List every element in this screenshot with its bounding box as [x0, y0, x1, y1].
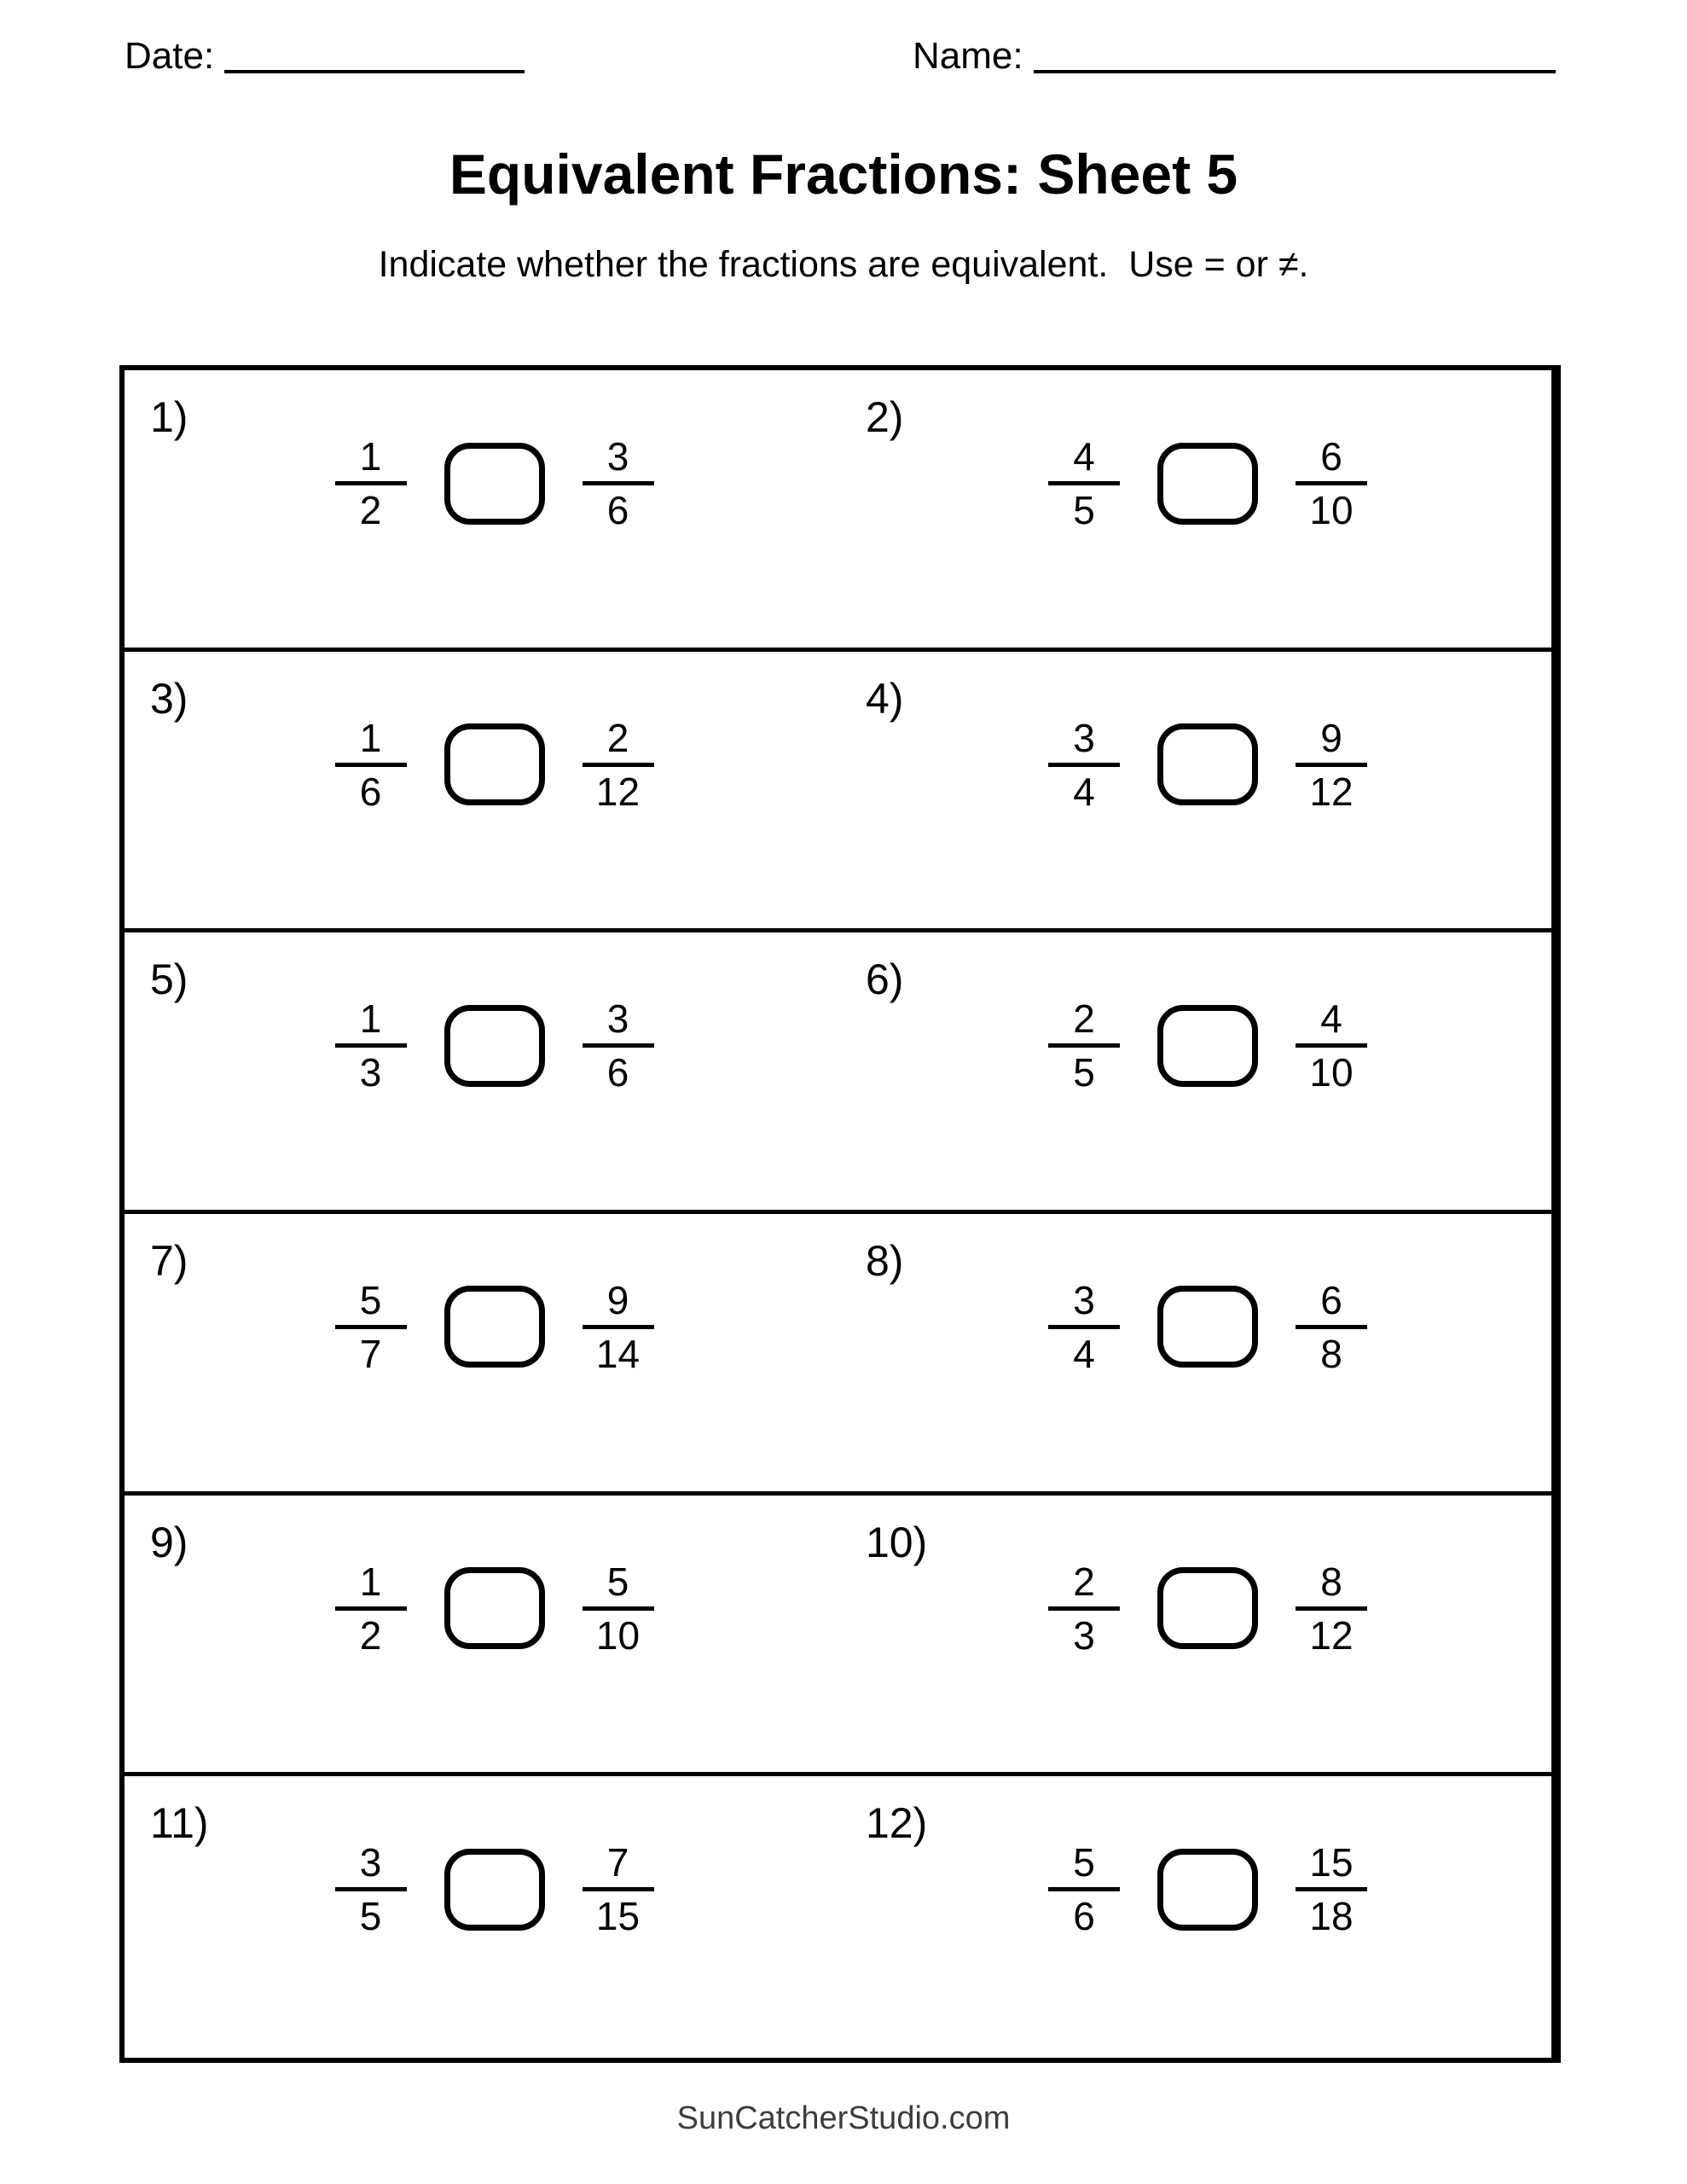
- answer-box[interactable]: [444, 1567, 545, 1649]
- left-numerator: 4: [1073, 434, 1095, 479]
- right-denominator: 6: [606, 488, 629, 532]
- problem-number: 6): [866, 956, 904, 1004]
- problem-expression: [852, 1277, 1563, 1376]
- right-denominator: 18: [1309, 1894, 1354, 1939]
- right-fraction: [1296, 996, 1367, 1095]
- right-denominator: 12: [595, 769, 641, 814]
- name-input-line[interactable]: [1034, 70, 1556, 73]
- right-numerator: 6: [1320, 1277, 1342, 1322]
- left-numerator: 1: [359, 434, 382, 479]
- right-fraction-bar: [1296, 1606, 1367, 1611]
- right-numerator: 7: [606, 1840, 629, 1885]
- right-fraction: [1296, 1840, 1367, 1939]
- problem-expression: [852, 715, 1563, 814]
- right-denominator: 6: [606, 1050, 629, 1095]
- left-fraction-bar: [1048, 1887, 1120, 1891]
- right-numerator: 3: [606, 434, 629, 479]
- right-numerator: 3: [606, 996, 629, 1042]
- right-numerator: 9: [606, 1277, 629, 1322]
- left-denominator: 5: [1073, 1050, 1095, 1095]
- problem-cell: [125, 1496, 840, 1777]
- right-fraction: [583, 1559, 654, 1658]
- right-fraction: [1296, 1277, 1367, 1376]
- right-fraction-bar: [1296, 763, 1367, 767]
- right-numerator: 9: [1320, 715, 1342, 760]
- left-fraction: [335, 434, 407, 532]
- left-numerator: 2: [1073, 996, 1095, 1042]
- left-denominator: 5: [359, 1894, 382, 1939]
- problem-expression: [136, 1840, 852, 1939]
- left-fraction: [1048, 434, 1120, 532]
- problem-number: 7): [150, 1236, 188, 1285]
- left-denominator: 3: [1073, 1612, 1095, 1658]
- answer-box[interactable]: [444, 443, 545, 525]
- right-fraction-bar: [1296, 481, 1367, 485]
- problem-number: 5): [150, 956, 188, 1004]
- right-fraction-bar: [583, 1325, 654, 1329]
- left-fraction: [335, 1277, 407, 1376]
- left-denominator: 4: [1073, 769, 1095, 814]
- page-title: Equivalent Fractions: Sheet 5: [449, 142, 1238, 206]
- left-fraction-bar: [335, 1606, 407, 1611]
- problem-number: 8): [866, 1236, 904, 1285]
- left-numerator: 1: [359, 996, 382, 1042]
- right-numerator: 5: [606, 1559, 629, 1604]
- problem-cell: [840, 1214, 1556, 1496]
- left-fraction-bar: [335, 1887, 407, 1891]
- left-fraction-bar: [1048, 763, 1120, 767]
- problem-number: 11): [150, 1799, 209, 1848]
- left-fraction-bar: [335, 763, 407, 767]
- answer-box[interactable]: [1157, 1567, 1258, 1649]
- problem-number: 4): [866, 674, 904, 723]
- answer-box[interactable]: [444, 723, 545, 805]
- problem-number: 1): [150, 393, 188, 441]
- left-denominator: 6: [1073, 1894, 1095, 1939]
- left-fraction: [335, 996, 407, 1095]
- left-numerator: 3: [1073, 715, 1095, 760]
- left-denominator: 7: [359, 1331, 382, 1376]
- answer-box[interactable]: [444, 1849, 545, 1931]
- right-fraction-bar: [1296, 1887, 1367, 1891]
- answer-box[interactable]: [1157, 443, 1258, 525]
- right-denominator: 10: [1309, 1050, 1354, 1095]
- problem-number: 12): [866, 1799, 928, 1848]
- problem-cell: [125, 1214, 840, 1496]
- left-numerator: 5: [359, 1277, 382, 1322]
- left-numerator: 5: [1073, 1840, 1095, 1885]
- right-numerator: 6: [1320, 434, 1342, 479]
- right-fraction: [1296, 434, 1367, 532]
- problem-cell: [840, 932, 1556, 1214]
- right-fraction: [583, 1840, 654, 1939]
- right-fraction-bar: [1296, 1325, 1367, 1329]
- date-input-line[interactable]: [224, 70, 525, 73]
- problem-cell: [125, 1776, 840, 2058]
- right-fraction: [1296, 1559, 1367, 1658]
- left-denominator: 5: [1073, 488, 1095, 532]
- left-fraction-bar: [1048, 1606, 1120, 1611]
- right-fraction-bar: [583, 481, 654, 485]
- left-fraction-bar: [1048, 481, 1120, 485]
- left-fraction-bar: [335, 1043, 407, 1048]
- left-fraction-bar: [335, 481, 407, 485]
- right-denominator: 10: [595, 1612, 641, 1658]
- left-fraction: [335, 715, 407, 814]
- problem-cell: [840, 370, 1556, 652]
- right-fraction-bar: [583, 1043, 654, 1048]
- right-numerator: 15: [1309, 1840, 1354, 1885]
- answer-box[interactable]: [1157, 1286, 1258, 1368]
- problem-expression: [136, 1559, 852, 1658]
- problem-expression: [852, 434, 1563, 532]
- answer-box[interactable]: [1157, 1849, 1258, 1931]
- right-numerator: 2: [606, 715, 629, 760]
- problem-cell: [125, 370, 840, 652]
- answer-box[interactable]: [1157, 1005, 1258, 1087]
- problem-number: 10): [866, 1518, 928, 1566]
- right-denominator: 10: [1309, 488, 1354, 532]
- left-numerator: 3: [1073, 1277, 1095, 1322]
- right-fraction: [1296, 715, 1367, 814]
- problem-cell: [840, 652, 1556, 933]
- problem-expression: [852, 1559, 1563, 1658]
- left-fraction: [1048, 1840, 1120, 1939]
- right-fraction: [583, 1277, 654, 1376]
- left-fraction: [1048, 1559, 1120, 1658]
- left-denominator: 3: [359, 1050, 382, 1095]
- right-fraction: [583, 434, 654, 532]
- right-fraction-bar: [1296, 1043, 1367, 1048]
- left-denominator: 4: [1073, 1331, 1095, 1376]
- problem-expression: [136, 1277, 852, 1376]
- left-fraction: [1048, 1277, 1120, 1376]
- left-denominator: 2: [359, 1612, 382, 1658]
- problem-cell: [840, 1496, 1556, 1777]
- left-denominator: 2: [359, 488, 382, 532]
- left-fraction-bar: [1048, 1043, 1120, 1048]
- footer-credit: SunCatcherStudio.com: [676, 2100, 1011, 2136]
- right-denominator: 15: [595, 1894, 641, 1939]
- problem-cell: [840, 1776, 1556, 2058]
- left-fraction: [335, 1559, 407, 1658]
- right-denominator: 12: [1309, 1612, 1354, 1658]
- right-fraction: [583, 996, 654, 1095]
- right-fraction-bar: [583, 763, 654, 767]
- right-numerator: 8: [1320, 1559, 1342, 1604]
- problem-cell: [125, 932, 840, 1214]
- left-numerator: 2: [1073, 1559, 1095, 1604]
- problem-expression: [852, 996, 1563, 1095]
- left-numerator: 1: [359, 1559, 382, 1604]
- problem-number: 9): [150, 1518, 188, 1566]
- problem-number: 2): [866, 393, 904, 441]
- right-fraction-bar: [583, 1887, 654, 1891]
- instruction-text: Indicate whether the fractions are equivalent. Use = or ≠.: [378, 244, 1309, 285]
- name-field: [913, 35, 1556, 77]
- date-label: Date:: [125, 35, 215, 77]
- answer-box[interactable]: [444, 1005, 545, 1087]
- left-numerator: 1: [359, 715, 382, 760]
- problem-expression: [136, 715, 852, 814]
- name-label: Name:: [913, 35, 1023, 77]
- left-fraction: [1048, 715, 1120, 814]
- right-denominator: 8: [1320, 1331, 1342, 1376]
- right-fraction: [583, 715, 654, 814]
- answer-box[interactable]: [1157, 723, 1258, 805]
- left-fraction-bar: [335, 1325, 407, 1329]
- problems-grid: [119, 365, 1561, 2063]
- left-fraction-bar: [1048, 1325, 1120, 1329]
- left-numerator: 3: [359, 1840, 382, 1885]
- problem-expression: [136, 434, 852, 532]
- date-field: [125, 35, 525, 77]
- right-numerator: 4: [1320, 996, 1342, 1042]
- problem-expression: [136, 996, 852, 1095]
- left-denominator: 6: [359, 769, 382, 814]
- left-fraction: [335, 1840, 407, 1939]
- problem-cell: [125, 652, 840, 933]
- problem-number: 3): [150, 674, 188, 723]
- left-fraction: [1048, 996, 1120, 1095]
- right-denominator: 12: [1309, 769, 1354, 814]
- right-denominator: 14: [595, 1331, 641, 1376]
- answer-box[interactable]: [444, 1286, 545, 1368]
- right-fraction-bar: [583, 1606, 654, 1611]
- problem-expression: [852, 1840, 1563, 1939]
